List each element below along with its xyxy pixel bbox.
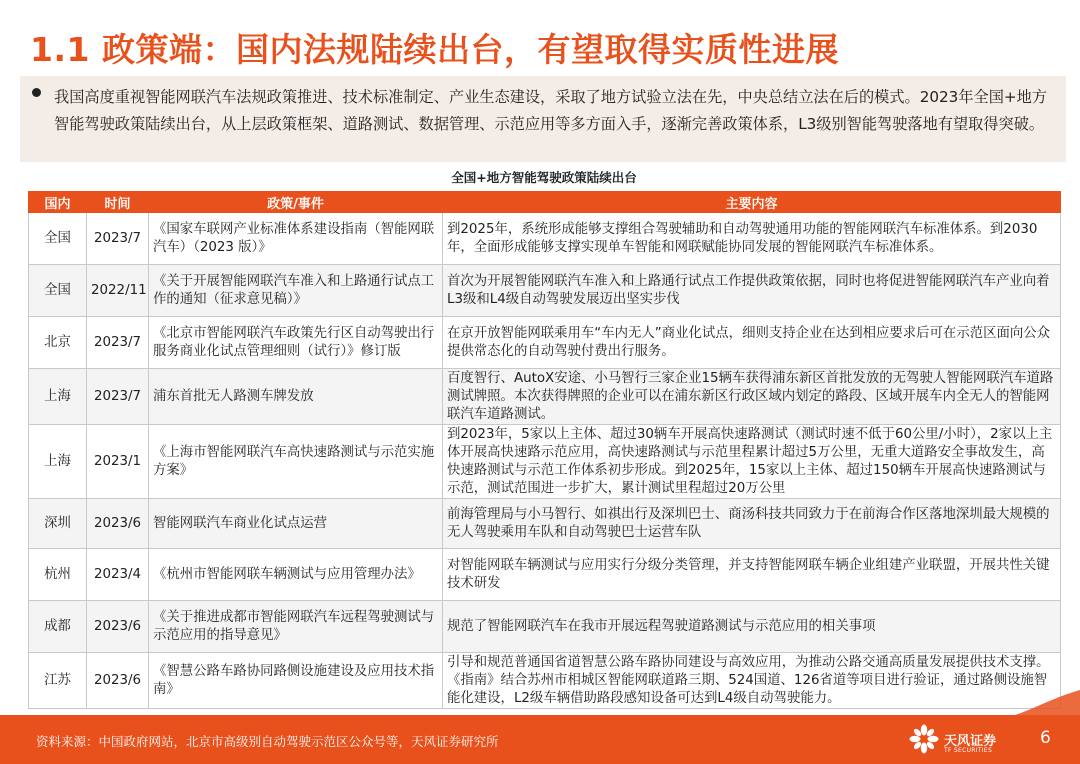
logo-name: 天风证券 bbox=[944, 734, 997, 749]
bullet-icon bbox=[32, 88, 41, 97]
header-date: 时间 bbox=[87, 192, 149, 213]
cell-region: 江苏 bbox=[29, 653, 87, 709]
cell-date: 2023/7 bbox=[87, 369, 149, 425]
cell-region: 成都 bbox=[29, 601, 87, 653]
cell-date: 2022/11 bbox=[87, 265, 149, 317]
cell-content: 百度智行、AutoX安途、小马智行三家企业15辆车获得浦东新区首批发放的无驾驶人智能网联汽车道路测试牌照。本次获得牌照的企业可以在浦东新区行政区域内划定的路段、区域开展车内全无人的智能网联汽车道路测试。 bbox=[443, 369, 1061, 425]
table-row bbox=[29, 549, 1061, 601]
cell-policy: 《智慧公路车路协同路侧设施建设及应用技术指南》 bbox=[149, 653, 443, 709]
summary-box bbox=[20, 76, 1066, 162]
logo-subtitle: TF SECURITIES bbox=[944, 747, 993, 754]
cell-content: 规范了智能网联汽车在我市开展远程驾驶道路测试与示范应用的相关事项 bbox=[443, 601, 1061, 653]
cell-policy: 《国家车联网产业标准体系建设指南（智能网联汽车）（2023 版）》 bbox=[149, 213, 443, 265]
cell-region: 全国 bbox=[29, 213, 87, 265]
header-policy: 政策/事件 bbox=[149, 192, 443, 213]
table-row bbox=[29, 601, 1061, 653]
cell-policy: 《杭州市智能网联车辆测试与应用管理办法》 bbox=[149, 549, 443, 601]
cell-content: 对智能网联车辆测试与应用实行分级分类管理，并支持智能网联车辆企业组建产业联盟，开展共性关键技术研发 bbox=[443, 549, 1061, 601]
table-row bbox=[29, 317, 1061, 369]
header-content: 主要内容 bbox=[443, 192, 1061, 213]
policy-table bbox=[28, 191, 1061, 709]
flower-logo-icon bbox=[908, 723, 940, 755]
cell-policy: 《关于开展智能网联汽车准入和上路通行试点工作的通知（征求意见稿）》 bbox=[149, 265, 443, 317]
cell-date: 2023/7 bbox=[87, 317, 149, 369]
cell-content: 到2023年，5家以上主体、超过30辆车开展高快速路测试（测试时速不低于60公里/小时），2家以上主体开展高快速路示范应用，高快速路测试与示范里程累计超过5万公里，无重大道路安全事故发生，高快速路测试与示范工作体系初步形成。到2025年，15家以上主体、超过150辆车开展高快速路测试与示范，测试范围进一步扩大，累计测试里程超过20万公里 bbox=[443, 425, 1061, 499]
cell-region: 上海 bbox=[29, 425, 87, 499]
summary-text: 我国高度重视智能网联汽车法规政策推进、技术标准制定、产业生态建设，采取了地方试验立法在先，中央总结立法在后的模式。2023年全国+地方智能驾驶政策陆续出台，从上层政策框架、道路测试、数据管理、示范应用等多方面入手，逐渐完善政策体系，L3级别智能驾驶落地有望取得突破。 bbox=[54, 88, 1048, 133]
footer-bar bbox=[0, 715, 1080, 764]
cell-region: 杭州 bbox=[29, 549, 87, 601]
cell-region: 上海 bbox=[29, 369, 87, 425]
cell-region: 深圳 bbox=[29, 499, 87, 549]
cell-content: 引导和规范普通国省道智慧公路车路协同建设与高效应用，为推动公路交通高质量发展提供技术支撑。《指南》结合苏州市相城区智能网联道路三期、524国道、126省道等项目进行验证，通过路侧设施智能化建设，L2级车辆借助路段感知设备可达到L4级自动驾驶能力。 bbox=[443, 653, 1061, 709]
cell-policy: 《上海市智能网联汽车高快速路测试与示范实施方案》 bbox=[149, 425, 443, 499]
cell-policy: 浦东首批无人路测车牌发放 bbox=[149, 369, 443, 425]
page-title: 1.1 政策端：国内法规陆续出台，有望取得实质性进展 bbox=[30, 30, 839, 69]
footer-wave-decoration bbox=[1012, 690, 1080, 716]
cell-content: 在京开放智能网联乘用车“车内无人”商业化试点，细则支持企业在达到相应要求后可在示范区面向公众提供常态化的自动驾驶付费出行服务。 bbox=[443, 317, 1061, 369]
table-header-row bbox=[29, 192, 1061, 213]
cell-content: 首次为开展智能网联汽车准入和上路通行试点工作提供政策依据，同时也将促进智能网联汽车产业向着L3级和L4级自动驾驶发展迈出坚实步伐 bbox=[443, 265, 1061, 317]
table-row bbox=[29, 425, 1061, 499]
cell-date: 2023/6 bbox=[87, 653, 149, 709]
cell-region: 北京 bbox=[29, 317, 87, 369]
cell-date: 2023/6 bbox=[87, 601, 149, 653]
cell-date: 2023/1 bbox=[87, 425, 149, 499]
source-note: 资料来源：中国政府网站，北京市高级别自动驾驶示范区公众号等，天风证券研究所 bbox=[36, 734, 499, 749]
table-row bbox=[29, 265, 1061, 317]
table-title: 全国+地方智能驾驶政策陆续出台 bbox=[451, 170, 637, 185]
cell-date: 2023/7 bbox=[87, 213, 149, 265]
table-row bbox=[29, 213, 1061, 265]
cell-content: 到2025年，系统形成能够支撑组合驾驶辅助和自动驾驶通用功能的智能网联汽车标准体系。到2030年，全面形成能够支撑实现单车智能和网联赋能协同发展的智能网联汽车标准体系。 bbox=[443, 213, 1061, 265]
cell-region: 全国 bbox=[29, 265, 87, 317]
cell-content: 前海管理局与小马智行、如祺出行及深圳巴士、商汤科技共同致力于在前海合作区落地深圳最大规模的无人驾驶乘用车队和自动驾驶巴士运营车队 bbox=[443, 499, 1061, 549]
table-row bbox=[29, 499, 1061, 549]
cell-policy: 《关于推进成都市智能网联汽车远程驾驶测试与示范应用的指导意见》 bbox=[149, 601, 443, 653]
header-region: 国内 bbox=[29, 192, 87, 213]
table-row bbox=[29, 653, 1061, 709]
cell-date: 2023/6 bbox=[87, 499, 149, 549]
cell-policy: 《北京市智能网联汽车政策先行区自动驾驶出行服务商业化试点管理细则（试行）》修订版 bbox=[149, 317, 443, 369]
cell-date: 2023/4 bbox=[87, 549, 149, 601]
table-row bbox=[29, 369, 1061, 425]
brand-logo bbox=[908, 721, 1018, 759]
page-number: 6 bbox=[1040, 728, 1051, 748]
cell-policy: 智能网联汽车商业化试点运营 bbox=[149, 499, 443, 549]
